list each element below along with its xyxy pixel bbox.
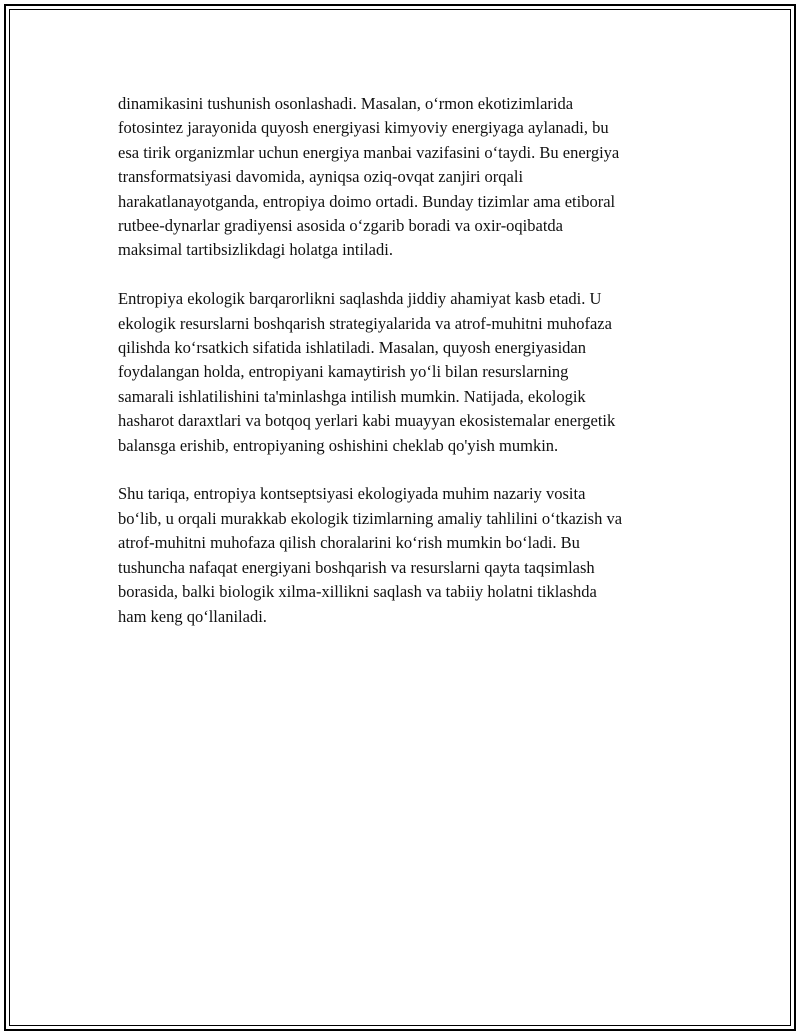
text-line: Shu tariqa, entropiya kontseptsiyasi ekologiyada muhim nazariy vosita bbox=[118, 484, 586, 504]
text-line: hasharot daraxtlari va botqoq yerlari kabi muayyan ekosistemalar energetik bbox=[118, 411, 616, 431]
text-line: qilishda ko‘rsatkich sifatida ishlatiladi. Masalan, quyosh energiyasidan bbox=[118, 338, 587, 358]
text-line: borasida, balki biologik xilma-xillikni saqlash va tabiiy holatni tiklashda bbox=[118, 582, 597, 602]
document-body bbox=[118, 92, 698, 653]
text-line: atrof-muhitni muhofaza qilish choralarini ko‘rish mumkin bo‘ladi. Bu bbox=[118, 533, 580, 553]
text-line: harakatlanayotganda, entropiya doimo ortadi. Bunday tizimlar ama etiboral bbox=[118, 191, 616, 211]
text-line: samarali ishlatilishini ta'minlashga intilish mumkin. Natijada, ekologik bbox=[118, 386, 586, 406]
text-line: balansga erishib, entropiyaning oshishini cheklab qo'yish mumkin. bbox=[118, 435, 559, 455]
text-line: Entropiya ekologik barqarorlikni saqlashda jiddiy ahamiyat kasb etadi. U bbox=[118, 289, 602, 309]
text-line: foydalangan holda, entropiyani kamaytirish yo‘li bilan resurslarning bbox=[118, 362, 569, 382]
text-line: transformatsiyasi davomida, ayniqsa oziq-ovqat zanjiri orqali bbox=[118, 167, 524, 187]
text-line: ham keng qo‘llaniladi. bbox=[118, 606, 267, 626]
text-line: fotosintez jarayonida quyosh energiyasi kimyoviy energiyaga aylanadi, bu bbox=[118, 118, 609, 138]
text-line: rutbee-dynarlar gradiyensi asosida o‘zgarib boradi va oxir-oqibatda bbox=[118, 216, 564, 236]
text-line: bo‘lib, u orqali murakkab ekologik tizimlarning amaliy tahlilini o‘tkazish va bbox=[118, 508, 623, 528]
text-line: esa tirik organizmlar uchun energiya manbai vazifasini o‘taydi. Bu energiya bbox=[118, 142, 620, 162]
text-line: maksimal tartibsizlikdagi holatga intiladi. bbox=[118, 240, 393, 260]
text-line: tushuncha nafaqat energiyani boshqarish va resurslarni qayta taqsimlash bbox=[118, 557, 595, 577]
text-line: ekologik resurslarni boshqarish strategiyalarida va atrof-muhitni muhofaza bbox=[118, 313, 612, 333]
paragraph-1 bbox=[118, 92, 698, 263]
paragraph-3 bbox=[118, 482, 698, 628]
text-line: dinamikasini tushunish osonlashadi. Masalan, o‘rmon ekotizimlarida bbox=[118, 94, 574, 113]
paragraph-2 bbox=[118, 287, 698, 458]
